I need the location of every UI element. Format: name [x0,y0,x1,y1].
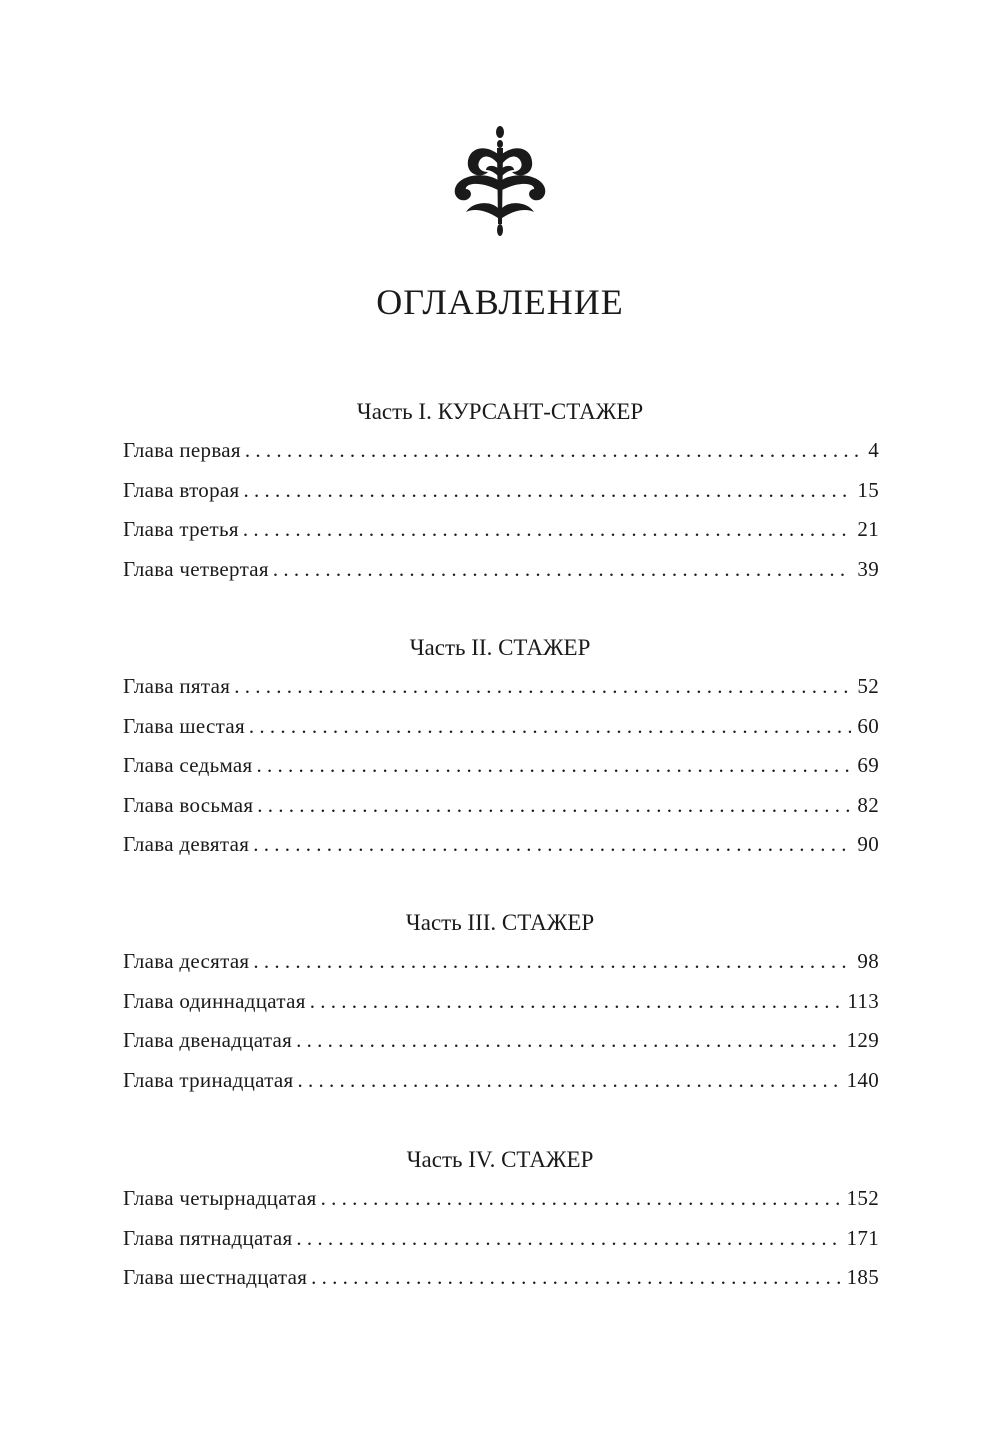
chapter-title: Глава восьмая [123,792,254,817]
page-number: 113 [847,988,879,1013]
dot-leader [243,476,851,504]
page-number: 39 [857,556,879,581]
page-number: 52 [857,674,879,698]
part-heading-4: Часть IV. СТАЖЕР [406,1147,594,1172]
chapter-title: Глава двенадцатая [123,1028,293,1052]
dot-leader [296,1026,840,1054]
page-number: 152 [846,1186,879,1210]
page-number: 82 [857,792,879,817]
toc-entry[interactable] [123,751,879,791]
toc-entry[interactable] [123,947,879,987]
toc-entry[interactable] [123,1224,879,1264]
dot-leader [253,830,851,858]
toc-entry[interactable] [123,987,879,1027]
page-number: 69 [857,753,879,777]
toc-entry[interactable] [123,436,879,476]
part-1-chapters [123,436,879,594]
chapter-title: Глава третья [123,517,239,541]
toc-entry[interactable] [123,830,879,870]
part-4-chapters [123,1184,879,1303]
dot-leader [311,1263,840,1291]
page-number: 129 [846,1028,879,1052]
toc-entry[interactable] [123,1066,879,1106]
part-heading-3: Часть III. СТАЖЕР [405,910,595,935]
dot-leader [310,987,842,1015]
toc-entry[interactable] [123,712,879,752]
page-number: 15 [857,477,879,502]
dot-leader [249,712,851,740]
toc-entry[interactable] [123,791,879,831]
chapter-title: Глава седьмая [123,753,253,777]
page-number: 90 [857,832,879,856]
toc-entry[interactable] [123,476,879,516]
dot-leader [298,1066,841,1094]
toc-entry[interactable] [123,672,879,712]
toc-entry[interactable] [123,1263,879,1303]
dot-leader [245,436,862,464]
toc-title: ОГЛАВЛЕНИЕ [376,282,624,322]
page-number: 171 [846,1225,879,1250]
page-number: 60 [857,713,879,738]
dot-leader [321,1184,841,1212]
page-number: 185 [846,1265,879,1289]
chapter-title: Глава четырнадцатая [123,1186,317,1210]
dot-leader [253,947,851,975]
toc-entry[interactable] [123,515,879,555]
chapter-title: Глава тринадцатая [123,1067,294,1092]
chapter-title: Глава четвертая [123,556,269,581]
dot-leader [273,555,852,583]
part-heading-1: Часть I. КУРСАНТ-СТАЖЕР [356,399,644,424]
page-number: 140 [846,1067,879,1092]
toc-entry[interactable] [123,1184,879,1224]
dot-leader [296,1224,840,1252]
toc-entry[interactable] [123,555,879,595]
page-number: 21 [857,517,879,541]
chapter-title: Глава одиннадцатая [123,988,306,1013]
floral-ornament-icon [442,124,558,240]
chapter-title: Глава пятая [123,674,231,698]
part-heading-2: Часть II. СТАЖЕР [409,635,591,660]
chapter-title: Глава десятая [123,949,250,973]
dot-leader [243,515,852,543]
page-number: 4 [868,438,879,462]
chapter-title: Глава девятая [123,832,250,856]
chapter-title: Глава шестнадцатая [123,1265,308,1289]
page-number: 98 [857,949,879,973]
toc-entry[interactable] [123,1026,879,1066]
part-3-chapters [123,947,879,1105]
part-2-chapters [123,672,879,870]
chapter-title: Глава шестая [123,713,245,738]
dot-leader [256,751,851,779]
chapter-title: Глава первая [123,438,241,462]
dot-leader [234,672,851,700]
dot-leader [257,791,851,819]
chapter-title: Глава вторая [123,477,240,502]
chapter-title: Глава пятнадцатая [123,1225,293,1250]
